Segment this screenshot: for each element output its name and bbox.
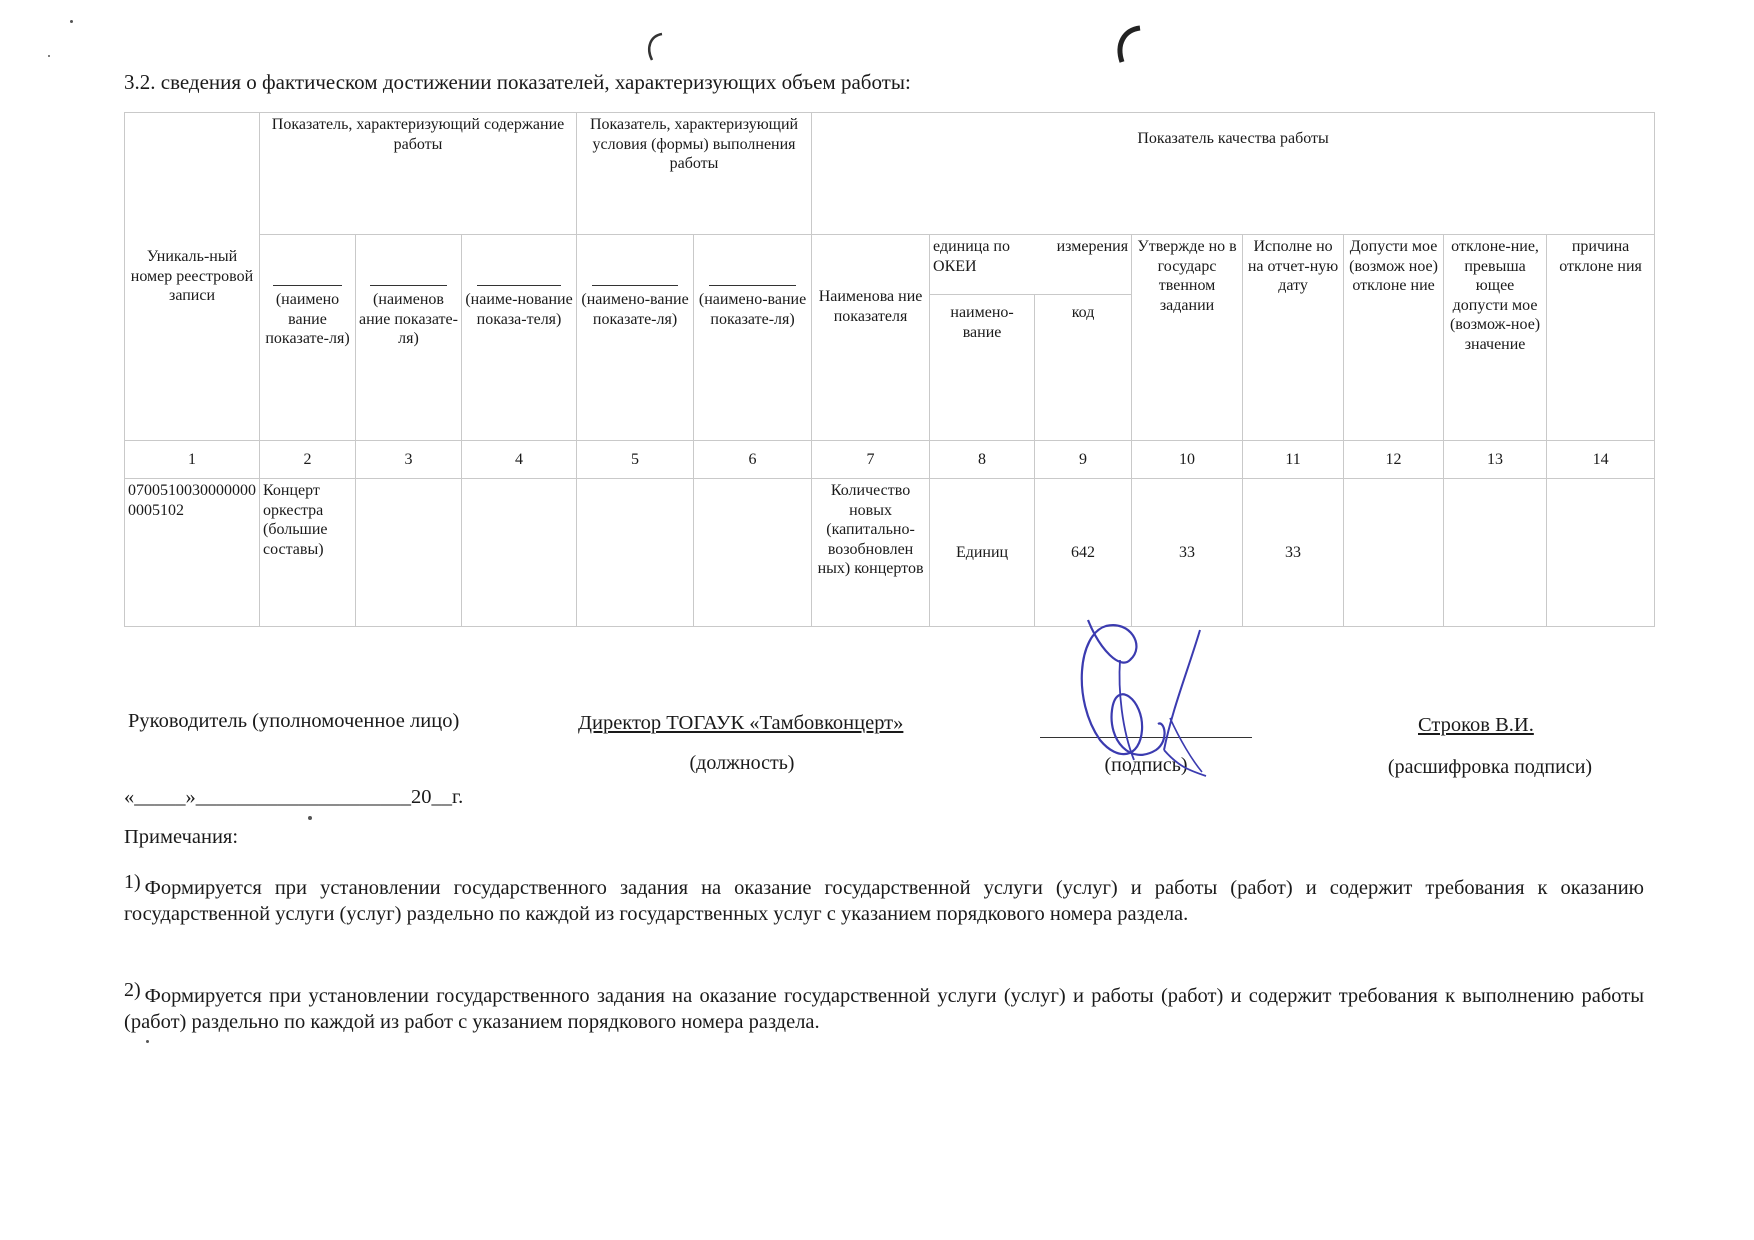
scan-speck xyxy=(48,55,50,57)
empty-cell xyxy=(1344,479,1444,627)
col-number: 11 xyxy=(1243,441,1344,479)
col-number: 13 xyxy=(1444,441,1547,479)
blank-line xyxy=(477,285,561,286)
col-number: 5 xyxy=(577,441,694,479)
notes-title: Примечания: xyxy=(124,826,239,848)
blank-line xyxy=(709,285,796,286)
header-col-7: Наименова ние показателя xyxy=(812,235,930,441)
note-2 xyxy=(124,978,1644,1035)
header-col-4: (наиме-нование показа-теля) xyxy=(462,235,577,441)
position-value: Директор ТОГАУК «Тамбовконцерт» xyxy=(578,712,904,734)
header-col-2: (наимено вание показате-ля) xyxy=(260,235,356,441)
table-row xyxy=(125,479,1655,627)
date-line: «_____»_____________________20__г. xyxy=(124,786,464,808)
header-col-3: (наименов ание показате-ля) xyxy=(356,235,462,441)
header-content-indicator: Показатель, характеризующий содержание работы xyxy=(260,113,577,235)
scan-speck xyxy=(146,1040,149,1043)
approved-cell: 33 xyxy=(1132,479,1243,627)
executed-cell: 33 xyxy=(1243,479,1344,627)
header-col-5: (наимено-вание показате-ля) xyxy=(577,235,694,441)
note-1 xyxy=(124,870,1644,927)
header-unit-okei-a: единица по ОКЕИ xyxy=(933,238,1010,275)
header-col-11: Исполне но на отчет-ную дату xyxy=(1243,235,1344,441)
note-1-text: Формируется при установлении государственного задания на оказание государственной услуги (услуг) и работы (работ) и содержит требования к оказанию государственной услуги (услуг) раздельно по каждой из государственных услуг с указанием порядкового номера раздела. xyxy=(124,877,1644,926)
col-number: 10 xyxy=(1132,441,1243,479)
empty-cell xyxy=(356,479,462,627)
content-cell: Концерт оркестра (большие составы) xyxy=(260,479,356,627)
results-table xyxy=(124,112,1655,627)
empty-cell xyxy=(694,479,812,627)
position-caption: (должность) xyxy=(689,752,795,774)
scan-mark xyxy=(1108,24,1148,68)
signature-caption: (подпись) xyxy=(1104,754,1188,776)
head-label: Руководитель (уполномоченное лицо) xyxy=(128,710,460,732)
blank-line xyxy=(370,285,447,286)
header-unique-number: Уникаль-ный номер реестровой записи xyxy=(125,113,260,441)
unit-code-cell: 642 xyxy=(1035,479,1132,627)
col-number: 9 xyxy=(1035,441,1132,479)
note-1-mark: 1) xyxy=(124,871,141,893)
name-caption: (расшифровка подписи) xyxy=(1387,756,1593,778)
header-col-9: код xyxy=(1035,295,1132,441)
empty-cell xyxy=(1444,479,1547,627)
col-number: 4 xyxy=(462,441,577,479)
column-numbers-row xyxy=(125,441,1655,479)
empty-cell xyxy=(577,479,694,627)
header-col-6: (наимено-вание показате-ля) xyxy=(694,235,812,441)
header-col-14: причина отклоне ния xyxy=(1547,235,1655,441)
empty-cell xyxy=(462,479,577,627)
header-quality-indicator: Показатель качества работы xyxy=(812,113,1655,235)
scan-mark xyxy=(640,30,670,66)
note-2-text: Формируется при установлении государственного задания на оказание государственной услуги (услуг) и работы (работ) и содержит требования к выполнению работы (работ) раздельно по каждой из работ с указанием порядкового номера раздела. xyxy=(124,985,1644,1034)
indicator-name-cell: Количество новых (капитально-возобновлен ных) концертов xyxy=(812,479,930,627)
header-col-13: отклоне-ние, превыша ющее допусти мое (возмож-ное) значение xyxy=(1444,235,1547,441)
header-col-10: Утвержде но в государс твенном задании xyxy=(1132,235,1243,441)
header-col-12: Допусти мое (возмож ное) отклоне ние xyxy=(1344,235,1444,441)
col-number: 8 xyxy=(930,441,1035,479)
col-number: 6 xyxy=(694,441,812,479)
unique-number-cell: 07005100300000000005102 xyxy=(125,479,260,627)
header-unit-okei xyxy=(930,235,1132,295)
blank-line xyxy=(592,285,678,286)
col-number: 3 xyxy=(356,441,462,479)
name-value: Строков В.И. xyxy=(1418,714,1534,736)
scan-speck xyxy=(70,20,73,23)
section-heading: 3.2. сведения о фактическом достижении показателей, характеризующих объем работы: xyxy=(124,70,911,94)
col-number: 2 xyxy=(260,441,356,479)
header-conditions-indicator: Показатель, характеризующий условия (формы) выполнения работы xyxy=(577,113,812,235)
blank-line xyxy=(273,285,342,286)
col-number: 14 xyxy=(1547,441,1655,479)
empty-cell xyxy=(1547,479,1655,627)
note-2-mark: 2) xyxy=(124,979,141,1001)
col-number: 12 xyxy=(1344,441,1444,479)
col-number: 1 xyxy=(125,441,260,479)
unit-name-cell: Единиц xyxy=(930,479,1035,627)
scan-speck xyxy=(308,816,312,820)
col-number: 7 xyxy=(812,441,930,479)
header-col-8: наимено-вание xyxy=(930,295,1035,441)
header-unit-okei-b: измерения xyxy=(1056,238,1129,255)
handwritten-signature xyxy=(1060,590,1240,780)
